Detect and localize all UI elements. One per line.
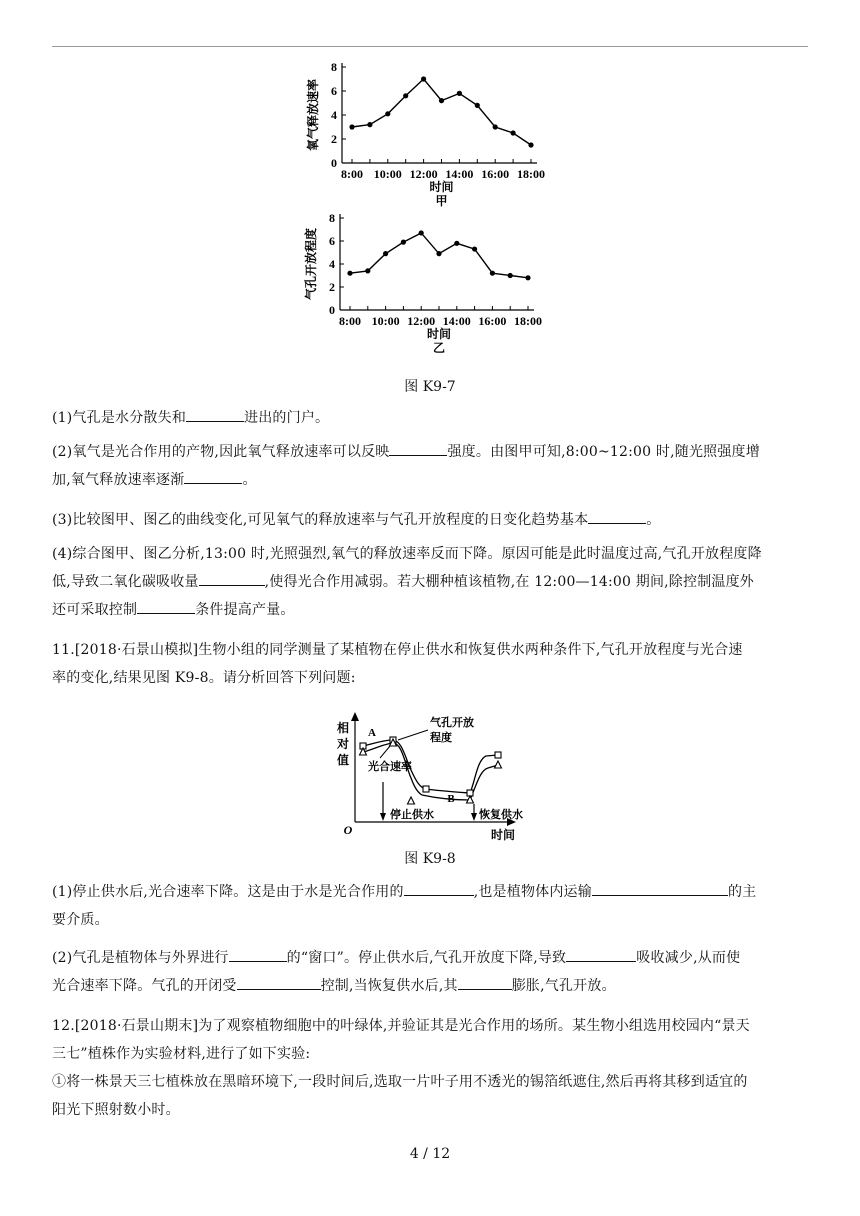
y-tick-label: 2	[329, 280, 335, 294]
x-axis-label: 时间	[429, 180, 454, 194]
y-axis-label: 气孔开放程度	[304, 227, 318, 301]
y-tick-label: 6	[329, 234, 335, 248]
x-axis-label: 时间	[490, 828, 516, 842]
data-point	[419, 230, 424, 235]
question-1: (1)气孔是水分散失和 进出的门户。	[52, 404, 808, 432]
stomata-point	[423, 786, 429, 792]
data-point	[510, 130, 515, 135]
y-tick-label: 0	[329, 303, 335, 317]
curve-label-a: A	[368, 727, 376, 739]
y-axis-label: 氧气释放速率	[306, 78, 320, 152]
x-tick-label: 16:00	[478, 314, 507, 328]
photosynthesis-point	[495, 761, 502, 768]
chart-sublabel: 甲	[435, 194, 448, 208]
data-point	[472, 246, 477, 251]
x-tick-label: 10:00	[373, 167, 402, 181]
y-tick-label: 2	[331, 132, 337, 146]
water-supply-chart	[0, 712, 860, 842]
stomata-point	[495, 752, 501, 758]
data-point	[528, 142, 533, 147]
y-axis-label: 对	[336, 737, 350, 751]
x-axis-label: 时间	[426, 327, 452, 341]
y-tick-label: 4	[331, 108, 337, 122]
x-tick-label: 16:00	[481, 167, 510, 181]
chart-sublabel: 乙	[432, 341, 446, 355]
y-tick-label: 8	[331, 60, 337, 74]
data-point	[436, 251, 441, 256]
data-point	[439, 98, 444, 103]
x-tick-label: 10:00	[371, 314, 400, 328]
figure-caption-k9-7: 图 K9-7	[404, 379, 456, 395]
x-tick-label: 12:00	[409, 167, 438, 181]
legend-photosynthesis: 光合速率	[368, 761, 412, 773]
y-axis-arrow	[351, 712, 359, 721]
x-tick-label: 18:00	[517, 167, 545, 181]
legend-leader	[380, 746, 390, 758]
question-4: (4)综合图甲、图乙分析,13:00 时,光照强烈,氧气的释放速率反而下降。原因可能是此时温度过高,气孔开放程度降 低,导致二氧化碳吸收量 ,使得光合作用减弱。若大棚种植该植物,在 12:00—14:00 期间,除控制温度外 还可采取控制 条件提高产量。	[52, 546, 762, 618]
page-number: 4 / 12	[409, 1146, 451, 1162]
legend-stomata-2: 程度	[430, 732, 452, 744]
series-line	[352, 79, 531, 145]
x-tick-label: 8:00	[339, 314, 361, 328]
photosynthesis-point	[408, 797, 415, 804]
data-point	[385, 111, 390, 116]
question-2: (2)氧气是光合作用的产物,因此氧气释放速率可以反映 强度。由图甲可知,8:00~12:00 时,随光照强度增 加,氧气释放速率逐渐 。	[52, 438, 808, 494]
data-point	[367, 122, 372, 127]
data-point	[365, 268, 370, 273]
data-point	[457, 91, 462, 96]
resume-water-label: 恢复供水	[479, 809, 523, 821]
resume-water-arrowhead	[471, 813, 477, 821]
data-point	[508, 273, 513, 278]
data-point	[493, 124, 498, 129]
x-tick-label: 8:00	[341, 167, 363, 181]
x-tick-label: 12:00	[407, 314, 436, 328]
problem-11-question-2: (2)气孔是植物体与外界进行 的“窗口”。停止供水后,气孔开放度下降,导致 吸收减少,从而使 光合速率下降。气孔的开闭受 控制,当恢复供水后,其 膨胀,气孔开放。	[52, 944, 808, 1000]
stomata-opening-chart	[0, 208, 860, 363]
y-tick-label: 0	[331, 156, 337, 170]
data-point	[475, 103, 480, 108]
stop-water-label: 停止供水	[390, 809, 434, 821]
legend-stomata-1: 气孔开放	[430, 717, 474, 729]
problem-11-stem: 11.[2018·石景山模拟]生物小组的同学测量了某植物在停止供水和恢复供水两种条件下,气孔开放程度与光合速 率的变化,结果见图 K9-8。请分析回答下列问题:	[52, 642, 743, 686]
x-tick-label: 14:00	[445, 167, 474, 181]
data-point	[421, 76, 426, 81]
y-tick-label: 8	[329, 211, 335, 225]
y-tick-label: 6	[331, 84, 337, 98]
y-tick-label: 4	[329, 257, 335, 271]
data-point	[349, 124, 354, 129]
x-tick-label: 14:00	[442, 314, 471, 328]
data-point	[454, 241, 459, 246]
y-axis-label: 相	[336, 721, 350, 735]
data-point	[525, 275, 530, 280]
data-point	[403, 93, 408, 98]
legend-leader-stomata	[398, 730, 428, 740]
data-point	[347, 271, 352, 276]
origin-label: O	[343, 823, 353, 837]
y-axis-label: 值	[336, 753, 350, 767]
figure-caption-k9-8: 图 K9-8	[404, 851, 456, 867]
data-point	[490, 271, 495, 276]
data-point	[401, 240, 406, 245]
curve-label-b: B	[447, 793, 455, 805]
stop-water-arrowhead	[380, 813, 386, 821]
question-3: (3)比较图甲、图乙的曲线变化,可见氧气的释放速率与气孔开放程度的日变化趋势基本 。	[52, 506, 808, 534]
problem-11-question-1: (1)停止供水后,光合速率下降。这是由于水是光合作用的 ,也是植物体内运输 的主 要介质。	[52, 878, 808, 934]
x-tick-label: 18:00	[514, 314, 542, 328]
problem-12-stem: 12.[2018·石景山期末]为了观察植物细胞中的叶绿体,并验证其是光合作用的场所。某生物小组选用校园内“景天 三七”植株作为实验材料,进行了如下实验: ①将一株景天三七植株放在黑暗环境下,一段时间后,选取一片叶子用不透光的锡箔纸遮住,然后再将其移到适宜的 阳光下照射数小时。	[52, 1018, 750, 1118]
header-rule	[52, 46, 808, 47]
data-point	[383, 251, 388, 256]
